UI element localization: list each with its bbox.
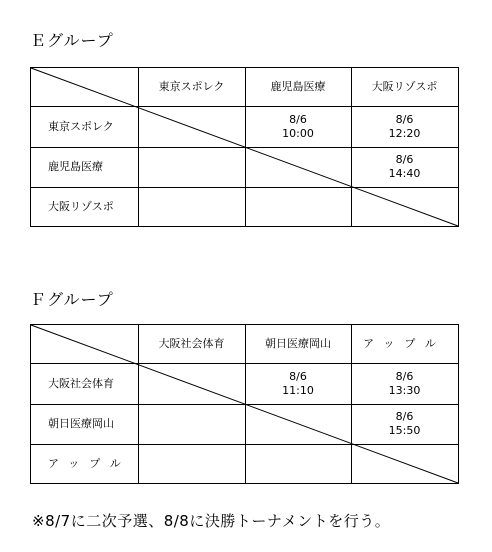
match-date: 8/6 — [395, 410, 414, 423]
row-header: 大阪社会体育 — [48, 376, 114, 390]
match-cell — [351, 106, 458, 147]
group-e-table — [30, 67, 459, 227]
group-f-table — [30, 324, 459, 484]
match-time: 11:10 — [282, 383, 314, 397]
column-header: アップル — [363, 337, 446, 350]
match-time: 15:50 — [388, 424, 421, 437]
match-cell — [351, 404, 458, 444]
match-date: 8/6 — [395, 112, 414, 126]
match-date: 8/6 — [395, 369, 414, 383]
row-header: 大阪リゾスポ — [48, 199, 114, 213]
column-header: 鹿児島医療 — [270, 80, 326, 93]
footnote: ※8/7に二次予選、8/8に決勝トーナメントを行う。 — [32, 512, 391, 530]
match-time: 13:30 — [388, 383, 421, 397]
group-f-title: Ｆグループ — [30, 290, 114, 309]
row-header: 東京スポレク — [48, 119, 114, 133]
match-date: 8/6 — [395, 153, 414, 166]
match-time: 12:20 — [388, 126, 421, 140]
row-header: アップル — [48, 456, 131, 470]
group-e-title: Ｅグループ — [30, 31, 114, 50]
row-header: 朝日医療岡山 — [48, 417, 114, 430]
column-header: 大阪社会体育 — [158, 337, 225, 350]
column-header: 朝日医療岡山 — [265, 337, 331, 350]
match-cell — [351, 363, 458, 404]
match-date: 8/6 — [289, 112, 307, 126]
match-date: 8/6 — [289, 369, 307, 383]
match-cell — [245, 363, 351, 404]
column-header: 東京スポレク — [158, 80, 225, 93]
match-cell — [245, 106, 351, 147]
match-time: 14:40 — [388, 167, 421, 180]
row-header: 鹿児島医療 — [48, 160, 103, 173]
match-time: 10:00 — [282, 126, 314, 140]
match-cell — [351, 147, 458, 187]
column-header: 大阪リゾスポ — [371, 80, 438, 93]
